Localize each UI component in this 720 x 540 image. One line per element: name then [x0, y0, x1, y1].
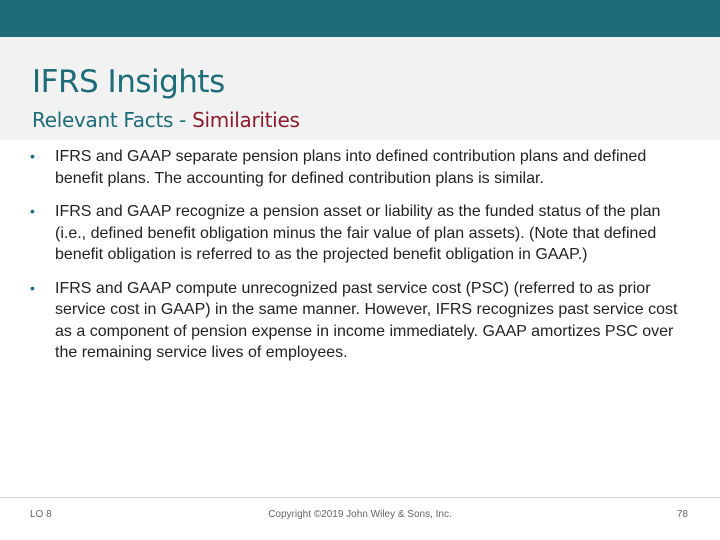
bullet-item — [28, 146, 692, 189]
bullet-item — [28, 201, 692, 266]
subtitle-accent: Similarities — [192, 108, 300, 132]
bullet-list — [28, 146, 692, 376]
top-accent-bar — [0, 0, 720, 37]
subtitle-main: Relevant Facts - — [32, 108, 193, 132]
bullet-text: IFRS and GAAP compute unrecognized past service cost (PSC) (referred to as prior service cost in GAAP) in the same manner. However, IFRS recognizes past service cost as a component of pension expense in income immediately. GAAP amortizes PSC over the remaining service lives of employees. — [55, 279, 678, 361]
footer-divider — [0, 497, 720, 498]
footer-learning-objective: LO 8 — [30, 509, 52, 520]
bullet-icon: • — [30, 279, 35, 296]
bullet-text: IFRS and GAAP separate pension plans into defined contribution plans and defined benefit plans. The accounting for defined contribution plans is similar. — [55, 148, 647, 187]
footer-copyright: Copyright ©2019 John Wiley & Sons, Inc. — [268, 509, 452, 520]
bullet-icon: • — [30, 148, 35, 164]
bullet-icon: • — [30, 203, 35, 219]
bullet-item — [28, 278, 692, 364]
slide-title: IFRS Insights — [32, 64, 225, 100]
slide-subtitle — [32, 106, 300, 134]
bullet-text: IFRS and GAAP recognize a pension asset or liability as the funded status of the plan (i.e., defined benefit obligation minus the fair value of plan assets). (Note that defined benefit obligation is referred to as the projected benefit obligation in GAAP.) — [55, 203, 661, 263]
page-number: 78 — [676, 509, 688, 520]
